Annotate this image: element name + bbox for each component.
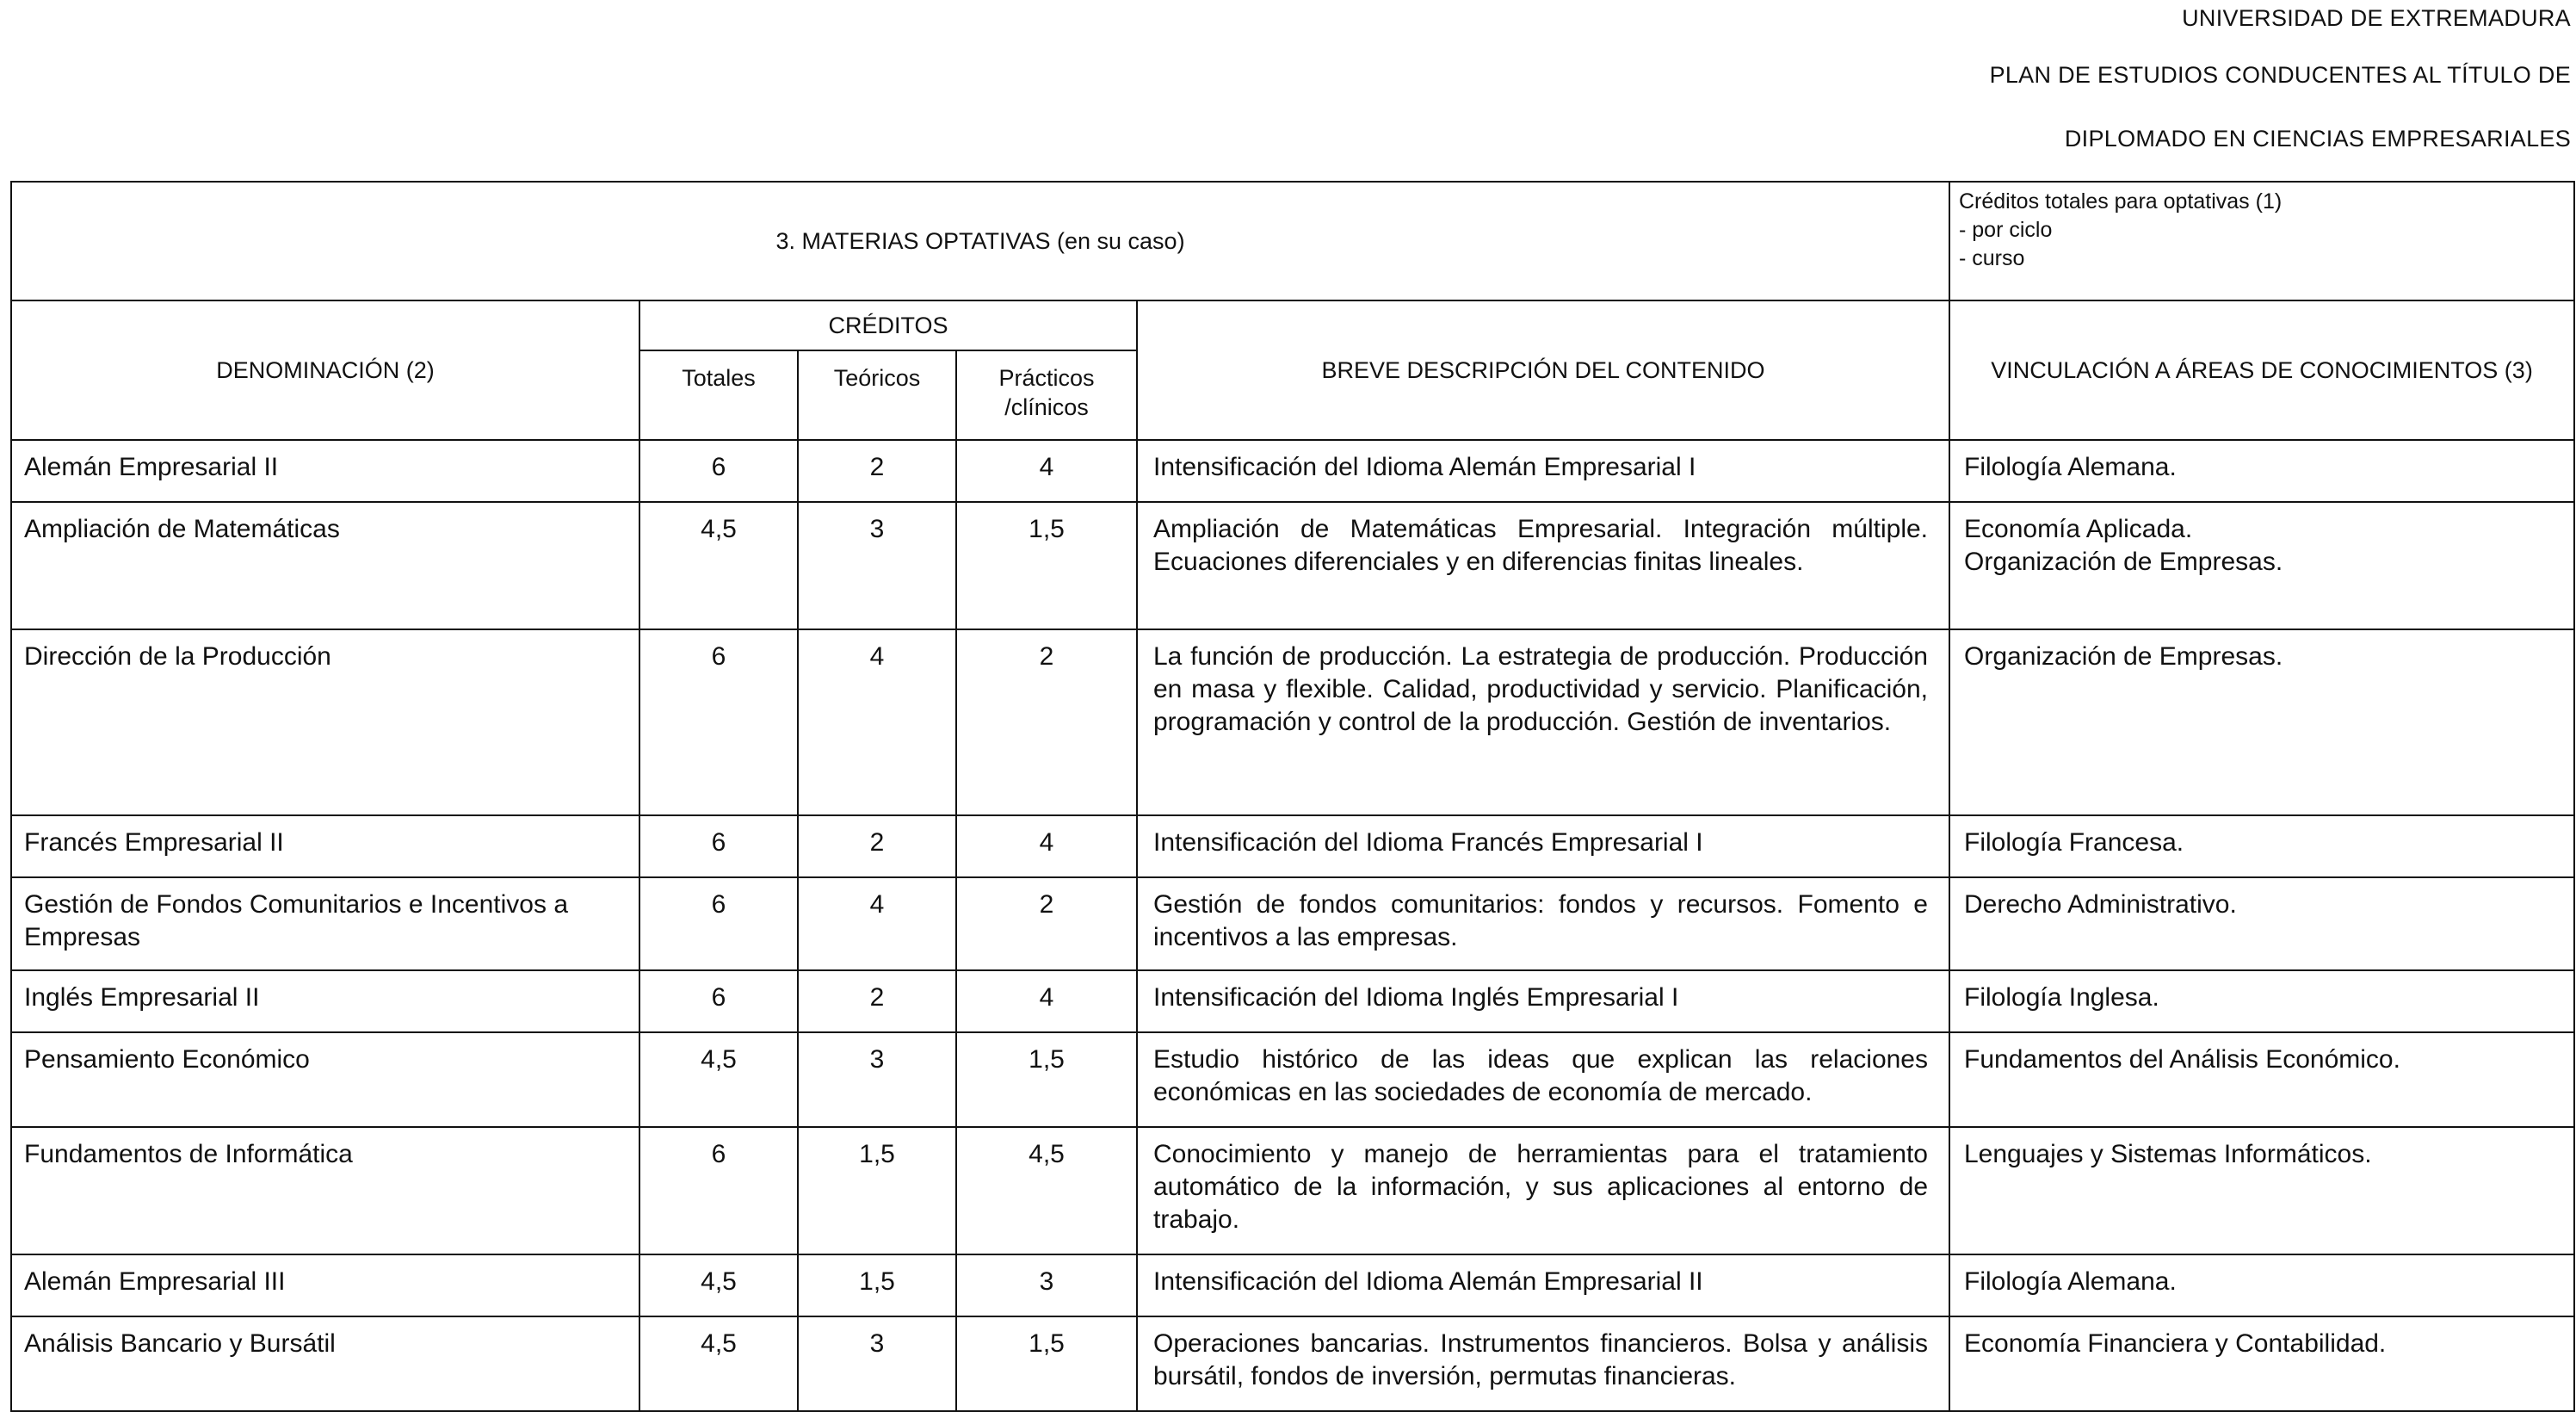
degree-title: DIPLOMADO EN CIENCIAS EMPRESARIALES <box>2064 126 2571 152</box>
subject-description: Intensificación del Idioma Francés Empresarial I <box>1137 815 1949 877</box>
optional-subjects-table <box>10 181 2575 1412</box>
credits-note-line: - por ciclo <box>1959 218 2053 242</box>
subject-name: Alemán Empresarial III <box>11 1254 639 1316</box>
subject-name: Gestión de Fondos Comunitarios e Incentivos a Empresas <box>11 877 639 970</box>
knowledge-area: Lenguajes y Sistemas Informáticos. <box>1964 1140 2372 1168</box>
credits-teoricos: 3 <box>798 502 956 629</box>
credits-practicos: 1,5 <box>956 502 1137 629</box>
knowledge-areas <box>1949 1254 2574 1316</box>
credits-totales: 6 <box>639 970 798 1032</box>
credits-note-line: Créditos totales para optativas (1) <box>1959 189 2283 214</box>
section-header-row <box>11 182 2574 300</box>
subject-name: Francés Empresarial II <box>11 815 639 877</box>
col-creditos: CRÉDITOS <box>639 300 1137 350</box>
table-row <box>11 877 2574 970</box>
plan-title: PLAN DE ESTUDIOS CONDUCENTES AL TÍTULO DE <box>1989 62 2571 88</box>
subject-description: Ampliación de Matemáticas Empresarial. Integración múltiple. Ecuaciones diferenciales y en diferencias finitas lineales. <box>1137 502 1949 629</box>
subject-name: Análisis Bancario y Bursátil <box>11 1316 639 1411</box>
col-totales: Totales <box>639 350 798 440</box>
credits-practicos: 4 <box>956 440 1137 502</box>
knowledge-areas <box>1949 1032 2574 1127</box>
credits-teoricos: 3 <box>798 1316 956 1411</box>
credits-totales: 6 <box>639 1127 798 1254</box>
col-teoricos: Teóricos <box>798 350 956 440</box>
knowledge-area: Organización de Empresas. <box>1964 642 2283 671</box>
table-row <box>11 440 2574 502</box>
knowledge-area: Fundamentos del Análisis Económico. <box>1964 1045 2400 1074</box>
col-descripcion: BREVE DESCRIPCIÓN DEL CONTENIDO <box>1137 300 1949 440</box>
credits-teoricos: 2 <box>798 970 956 1032</box>
credits-practicos: 2 <box>956 629 1137 815</box>
credits-totales: 4,5 <box>639 1032 798 1127</box>
knowledge-area: Filología Alemana. <box>1964 453 2177 481</box>
credits-teoricos: 1,5 <box>798 1127 956 1254</box>
col-practicos-line: Prácticos <box>998 365 1095 391</box>
table-row <box>11 1254 2574 1316</box>
subject-description: Gestión de fondos comunitarios: fondos y recursos. Fomento e incentivos a las empresas. <box>1137 877 1949 970</box>
knowledge-area: Economía Financiera y Contabilidad. <box>1964 1329 2387 1358</box>
credits-practicos: 3 <box>956 1254 1137 1316</box>
knowledge-areas <box>1949 440 2574 502</box>
table-row <box>11 1127 2574 1254</box>
knowledge-areas <box>1949 815 2574 877</box>
credits-practicos: 2 <box>956 877 1137 970</box>
credits-practicos: 4,5 <box>956 1127 1137 1254</box>
knowledge-area: Filología Alemana. <box>1964 1267 2177 1296</box>
column-header-row <box>11 300 2574 350</box>
credits-totales: 4,5 <box>639 1254 798 1316</box>
subject-name: Fundamentos de Informática <box>11 1127 639 1254</box>
knowledge-area: Filología Inglesa. <box>1964 983 2159 1012</box>
col-denominacion: DENOMINACIÓN (2) <box>11 300 639 440</box>
subject-name: Dirección de la Producción <box>11 629 639 815</box>
col-practicos-line: /clínicos <box>1004 394 1089 420</box>
subject-name: Pensamiento Económico <box>11 1032 639 1127</box>
knowledge-area: Derecho Administrativo. <box>1964 890 2237 919</box>
credits-totales: 6 <box>639 440 798 502</box>
credits-practicos: 1,5 <box>956 1316 1137 1411</box>
knowledge-areas <box>1949 1127 2574 1254</box>
credits-teoricos: 2 <box>798 815 956 877</box>
credits-note <box>1949 182 2574 300</box>
credits-teoricos: 2 <box>798 440 956 502</box>
credits-teoricos: 4 <box>798 877 956 970</box>
university-name: UNIVERSIDAD DE EXTREMADURA <box>2182 5 2571 31</box>
knowledge-area: Organización de Empresas. <box>1964 548 2283 576</box>
subject-description: Intensificación del Idioma Alemán Empresarial II <box>1137 1254 1949 1316</box>
subject-description: Intensificación del Idioma Alemán Empresarial I <box>1137 440 1949 502</box>
knowledge-areas <box>1949 629 2574 815</box>
knowledge-areas <box>1949 502 2574 629</box>
subject-description: Conocimiento y manejo de herramientas para el tratamiento automático de la información, y sus aplicaciones al entorno de trabajo. <box>1137 1127 1949 1254</box>
knowledge-areas <box>1949 970 2574 1032</box>
credits-practicos: 4 <box>956 970 1137 1032</box>
table-row <box>11 629 2574 815</box>
credits-totales: 6 <box>639 815 798 877</box>
table-row <box>11 502 2574 629</box>
credits-note-line: - curso <box>1959 246 2025 270</box>
table-body <box>11 440 2574 1411</box>
col-practicos <box>956 350 1137 440</box>
credits-totales: 4,5 <box>639 502 798 629</box>
table-row <box>11 815 2574 877</box>
section-title: 3. MATERIAS OPTATIVAS (en su caso) <box>11 182 1949 300</box>
knowledge-area: Economía Aplicada. <box>1964 515 2193 543</box>
subject-description: Estudio histórico de las ideas que explican las relaciones económicas en las sociedades de economía de mercado. <box>1137 1032 1949 1127</box>
subject-description: Operaciones bancarias. Instrumentos financieros. Bolsa y análisis bursátil, fondos de inversión, permutas financieras. <box>1137 1316 1949 1411</box>
subject-description: Intensificación del Idioma Inglés Empresarial I <box>1137 970 1949 1032</box>
subject-name: Alemán Empresarial II <box>11 440 639 502</box>
credits-totales: 6 <box>639 629 798 815</box>
table-row <box>11 1032 2574 1127</box>
table-row <box>11 1316 2574 1411</box>
knowledge-areas <box>1949 1316 2574 1411</box>
credits-totales: 4,5 <box>639 1316 798 1411</box>
knowledge-areas <box>1949 877 2574 970</box>
credits-totales: 6 <box>639 877 798 970</box>
credits-teoricos: 1,5 <box>798 1254 956 1316</box>
credits-practicos: 1,5 <box>956 1032 1137 1127</box>
credits-practicos: 4 <box>956 815 1137 877</box>
knowledge-area: Filología Francesa. <box>1964 828 2184 857</box>
table-row <box>11 970 2574 1032</box>
col-vinculacion: VINCULACIÓN A ÁREAS DE CONOCIMIENTOS (3) <box>1949 300 2574 440</box>
subject-name: Ampliación de Matemáticas <box>11 502 639 629</box>
subject-description: La función de producción. La estrategia de producción. Producción en masa y flexible. Calidad, productividad y servicio. Planificación, programación y control de la producción. Gestión de inventarios. <box>1137 629 1949 815</box>
credits-teoricos: 4 <box>798 629 956 815</box>
subject-name: Inglés Empresarial II <box>11 970 639 1032</box>
credits-teoricos: 3 <box>798 1032 956 1127</box>
